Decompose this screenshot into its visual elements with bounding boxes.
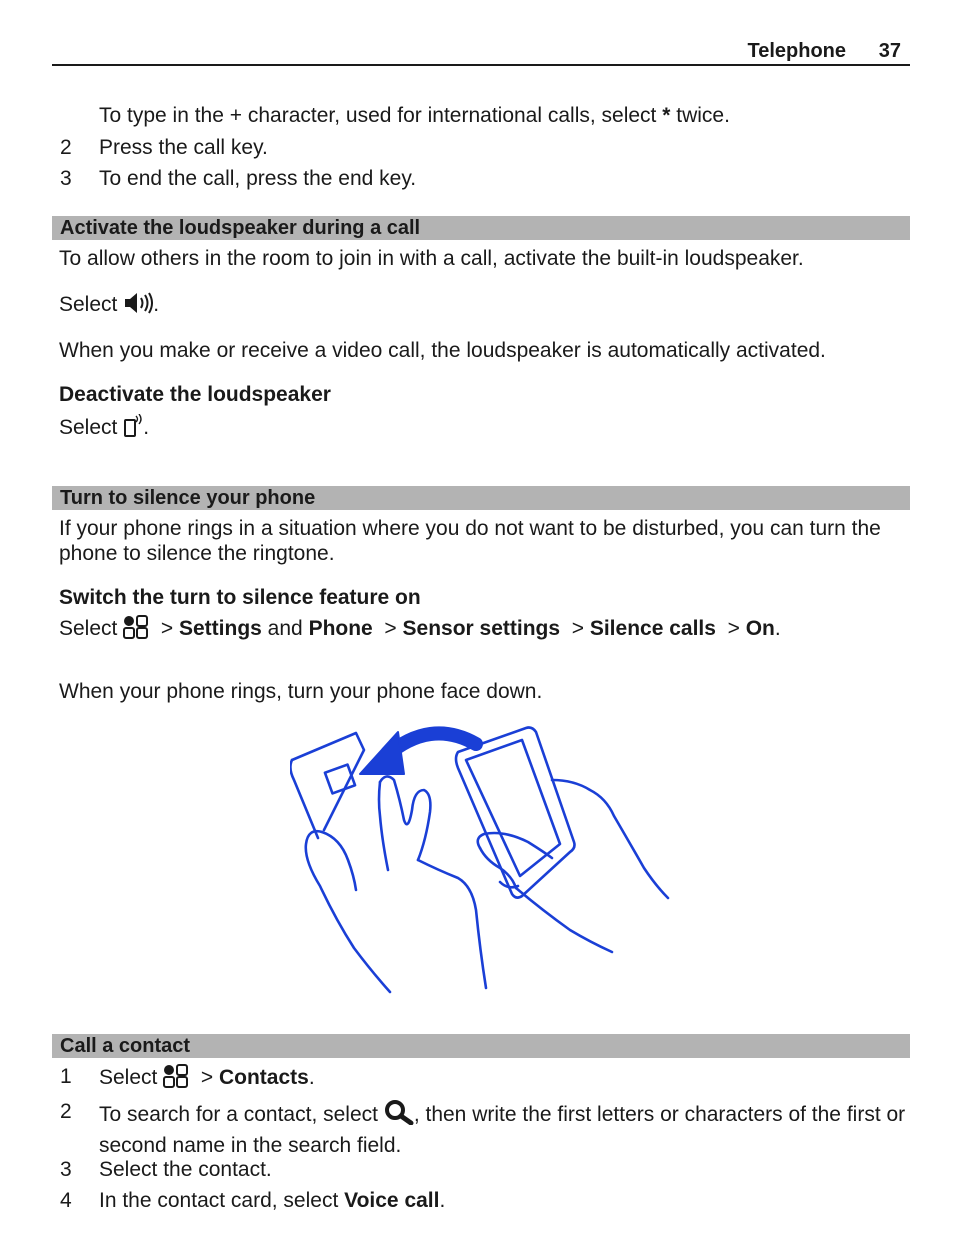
step-text: Select the contact. <box>99 1158 272 1181</box>
step-text: To search for a contact, select , then write the first letters or characters of the first or second name in the search field. <box>99 1099 909 1159</box>
star-key: * <box>662 104 671 127</box>
step-number: 2 <box>60 1100 72 1123</box>
section-heading-bar <box>52 486 910 510</box>
step-text: To end the call, press the end key. <box>99 167 417 190</box>
section-heading-bar <box>52 1034 910 1058</box>
select-loudspeaker-line: Select . <box>59 291 909 322</box>
intro-note: To type in the + character, used for international calls, select * twice. <box>99 104 730 127</box>
section-heading: Activate the loudspeaker during a call <box>60 217 421 239</box>
settings-path: Select > Settings and Phone > Sensor settings > Silence calls > On. <box>59 615 909 646</box>
turn-phone-illustration <box>290 720 680 1000</box>
search-icon <box>384 1099 414 1132</box>
menu-icon <box>163 1064 189 1095</box>
page-header <box>52 36 910 66</box>
step-text: In the contact card, select Voice call. <box>99 1189 446 1212</box>
menu-icon <box>123 615 149 646</box>
paragraph: When your phone rings, turn your phone face down. <box>59 680 543 703</box>
select-handset-line: Select . <box>59 414 909 445</box>
step-number: 2 <box>60 136 72 159</box>
page-number: 37 <box>878 40 901 62</box>
phone-front-outline <box>456 728 575 898</box>
section-heading: Turn to silence your phone <box>60 487 316 509</box>
step-text: Select > Contacts. <box>99 1064 909 1095</box>
paragraph: When you make or receive a video call, the loudspeaker is automatically activated. <box>59 339 826 362</box>
subheading: Switch the turn to silence feature on <box>59 586 421 609</box>
handset-icon <box>123 414 143 445</box>
paragraph: To allow others in the room to join in with a call, activate the built-in loudspeaker. <box>59 247 804 270</box>
step-text: Press the call key. <box>99 136 268 159</box>
step-number: 4 <box>60 1189 72 1212</box>
step-number: 1 <box>60 1065 72 1088</box>
loudspeaker-icon <box>123 291 153 322</box>
section-title: Telephone <box>747 40 846 62</box>
step-number: 3 <box>60 1158 72 1181</box>
paragraph: If your phone rings in a situation where you do not want to be disturbed, you can turn the phone to silence the ringtone. <box>59 517 881 565</box>
step-number: 3 <box>60 167 72 190</box>
section-heading-bar <box>52 216 910 240</box>
subheading: Deactivate the loudspeaker <box>59 383 331 406</box>
section-heading: Call a contact <box>60 1035 191 1057</box>
